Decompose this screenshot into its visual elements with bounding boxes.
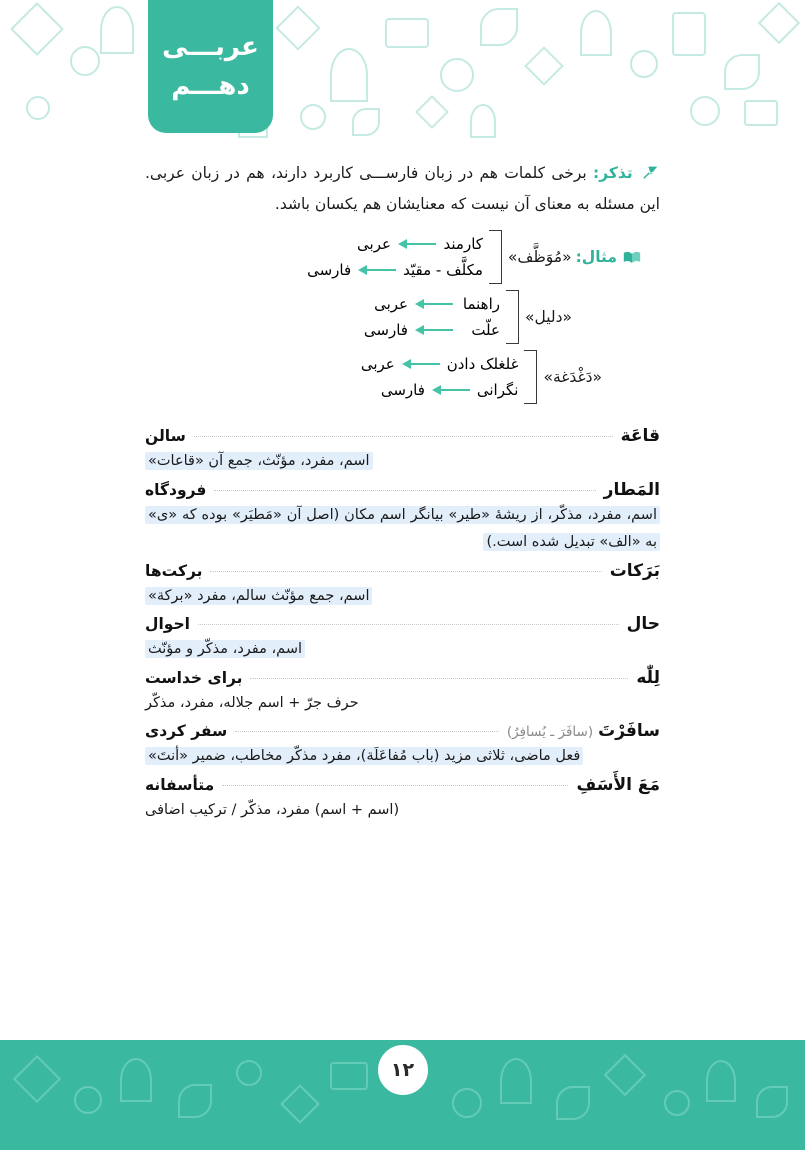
brace-connector: [524, 350, 537, 404]
entry-description: [145, 743, 660, 771]
leader-dots: [222, 785, 568, 786]
vocabulary-entry: [145, 480, 660, 557]
arrow-icon: [415, 325, 453, 335]
example-meaning: کارمند: [443, 235, 483, 253]
example-meaning: نگرانی: [476, 381, 519, 399]
entry-persian: برکت‌ها: [145, 561, 203, 580]
example-row: [145, 350, 660, 404]
example-meaning: علّت: [471, 321, 500, 339]
entry-arabic: مَعَ الأَسَفِ: [576, 774, 660, 795]
entry-description: [145, 636, 660, 664]
entry-description: [145, 690, 660, 718]
vocabulary-entry: [145, 614, 660, 664]
example-pair: [355, 351, 519, 377]
vocabulary-entry: [145, 668, 660, 718]
example-language: فارسی: [380, 381, 425, 399]
example-language: عربی: [374, 295, 408, 313]
example-pairs: [364, 291, 500, 343]
example-meaning: راهنما: [462, 295, 500, 313]
leader-dots: [198, 624, 619, 625]
example-word: «دلیل»: [524, 308, 572, 326]
entry-header: [145, 426, 660, 446]
entry-description: [145, 502, 660, 557]
entry-persian: متأسفانه: [145, 775, 215, 794]
leader-dots: [250, 678, 628, 679]
book-title-line1: عربـــی: [162, 31, 259, 62]
example-label: مثال:: [575, 248, 617, 266]
entry-arabic-conjugation: (سافَرَ ـ یُسافِرُ): [506, 724, 594, 741]
example-pair: [307, 231, 483, 257]
entry-description-text: حرف جرّ + اسم جلاله، مفرد، مذکّر: [145, 694, 359, 711]
entry-persian: فرودگاه: [145, 480, 207, 499]
book-icon: [622, 250, 642, 265]
example-meaning: مکلَّف - مقیّد: [403, 261, 483, 279]
example-heading: [508, 248, 642, 266]
entry-persian: سفر کردی: [145, 722, 228, 741]
example-heading: [525, 308, 572, 326]
entry-arabic-word: سافَرْتَ: [598, 721, 660, 742]
entry-description-text: اسم، جمع مؤنّث سالم، مفرد «برکة»: [145, 587, 372, 605]
entry-arabic: بَرَکات: [609, 560, 660, 581]
entry-arabic: [507, 721, 660, 741]
pin-icon: [642, 160, 660, 176]
example-word: «دَغْدَغة»: [543, 368, 602, 386]
note-label: تذکر:: [593, 164, 633, 182]
entry-description-text: فعل ماضی، ثلاثی مزید (باب مُفاعَلَة)، مفرد مذکّر مخاطب، ضمیر «أنتَ»: [145, 747, 583, 765]
arrow-icon: [398, 239, 436, 249]
vocabulary-entry: [145, 721, 660, 771]
entry-arabic: قاعَة: [620, 426, 660, 446]
entry-persian: برای خداست: [145, 668, 243, 687]
example-row: [145, 230, 660, 284]
example-pair: [364, 317, 500, 343]
entry-description-text: (اسم + اسم) مفرد، مذکّر / ترکیب اضافی: [145, 801, 400, 818]
example-row: [145, 290, 660, 344]
example-pair: [364, 291, 500, 317]
example-language: عربی: [357, 235, 391, 253]
entry-description: [145, 583, 660, 611]
vocabulary-entry: [145, 775, 660, 825]
brace-connector: [506, 290, 519, 344]
entry-description-text: اسم، مفرد، مذکّر و مؤنّث: [145, 640, 305, 658]
entry-arabic: حال: [626, 614, 660, 635]
entry-header: [145, 721, 660, 741]
example-language: عربی: [360, 355, 395, 373]
example-pairs: [355, 351, 519, 403]
vocabulary-entry: [145, 426, 660, 476]
vocabulary-list: [145, 426, 660, 824]
entry-header: [145, 614, 660, 634]
entry-arabic: المَطار: [603, 479, 660, 500]
leader-dots: [214, 490, 595, 491]
arrow-icon: [358, 265, 396, 275]
entry-header: [145, 561, 660, 581]
entry-header: [145, 480, 660, 500]
arrow-icon: [432, 385, 470, 395]
examples-block: [145, 230, 660, 416]
page-number: ۱۲: [390, 1059, 415, 1081]
page-content: [0, 150, 805, 828]
arrow-icon: [415, 299, 453, 309]
book-title-tab: [148, 0, 273, 133]
top-decorative-pattern: [0, 0, 805, 150]
vocabulary-entry: [145, 561, 660, 611]
entry-header: [145, 668, 660, 688]
entry-persian: احوال: [145, 615, 190, 634]
example-pair: [355, 377, 519, 403]
entry-description-text: اسم، مفرد، مذکّر، از ریشهٔ «طیر» بیانگر اسم مکان (اصل آن «مَطیَر» بوده که «ی» به «الف» تبدیل شده است.): [145, 506, 660, 552]
entry-persian: سالن: [145, 427, 186, 445]
example-word: «مُوَظَّف»: [507, 248, 572, 266]
book-title-line2: دهـــم: [171, 70, 250, 101]
example-heading: [543, 368, 602, 386]
entry-arabic: لِلّٰه: [636, 667, 660, 688]
entry-description: [145, 797, 660, 825]
leader-dots: [210, 571, 601, 572]
note-block: [145, 150, 660, 220]
note-text: برخی کلمات هم در زبان فارســـی کاربرد دارند، هم در زبان عربی. این مسئله به معنای آن نیست که معنایشان هم یکسان باشد.: [145, 164, 660, 213]
entry-description-text: اسم، مفرد، مؤنّث، جمع آن «قاعات»: [145, 452, 373, 470]
example-pair: [307, 257, 483, 283]
entry-header: [145, 775, 660, 795]
leader-dots: [194, 436, 613, 437]
page-number-badge: [375, 1042, 431, 1098]
arrow-icon: [402, 359, 440, 369]
example-language: فارسی: [363, 321, 408, 339]
example-meaning: غلغلک دادن: [446, 355, 519, 373]
brace-connector: [489, 230, 502, 284]
example-pairs: [307, 231, 483, 283]
leader-dots: [235, 731, 499, 732]
example-language: فارسی: [307, 261, 352, 279]
entry-description: [145, 448, 660, 476]
